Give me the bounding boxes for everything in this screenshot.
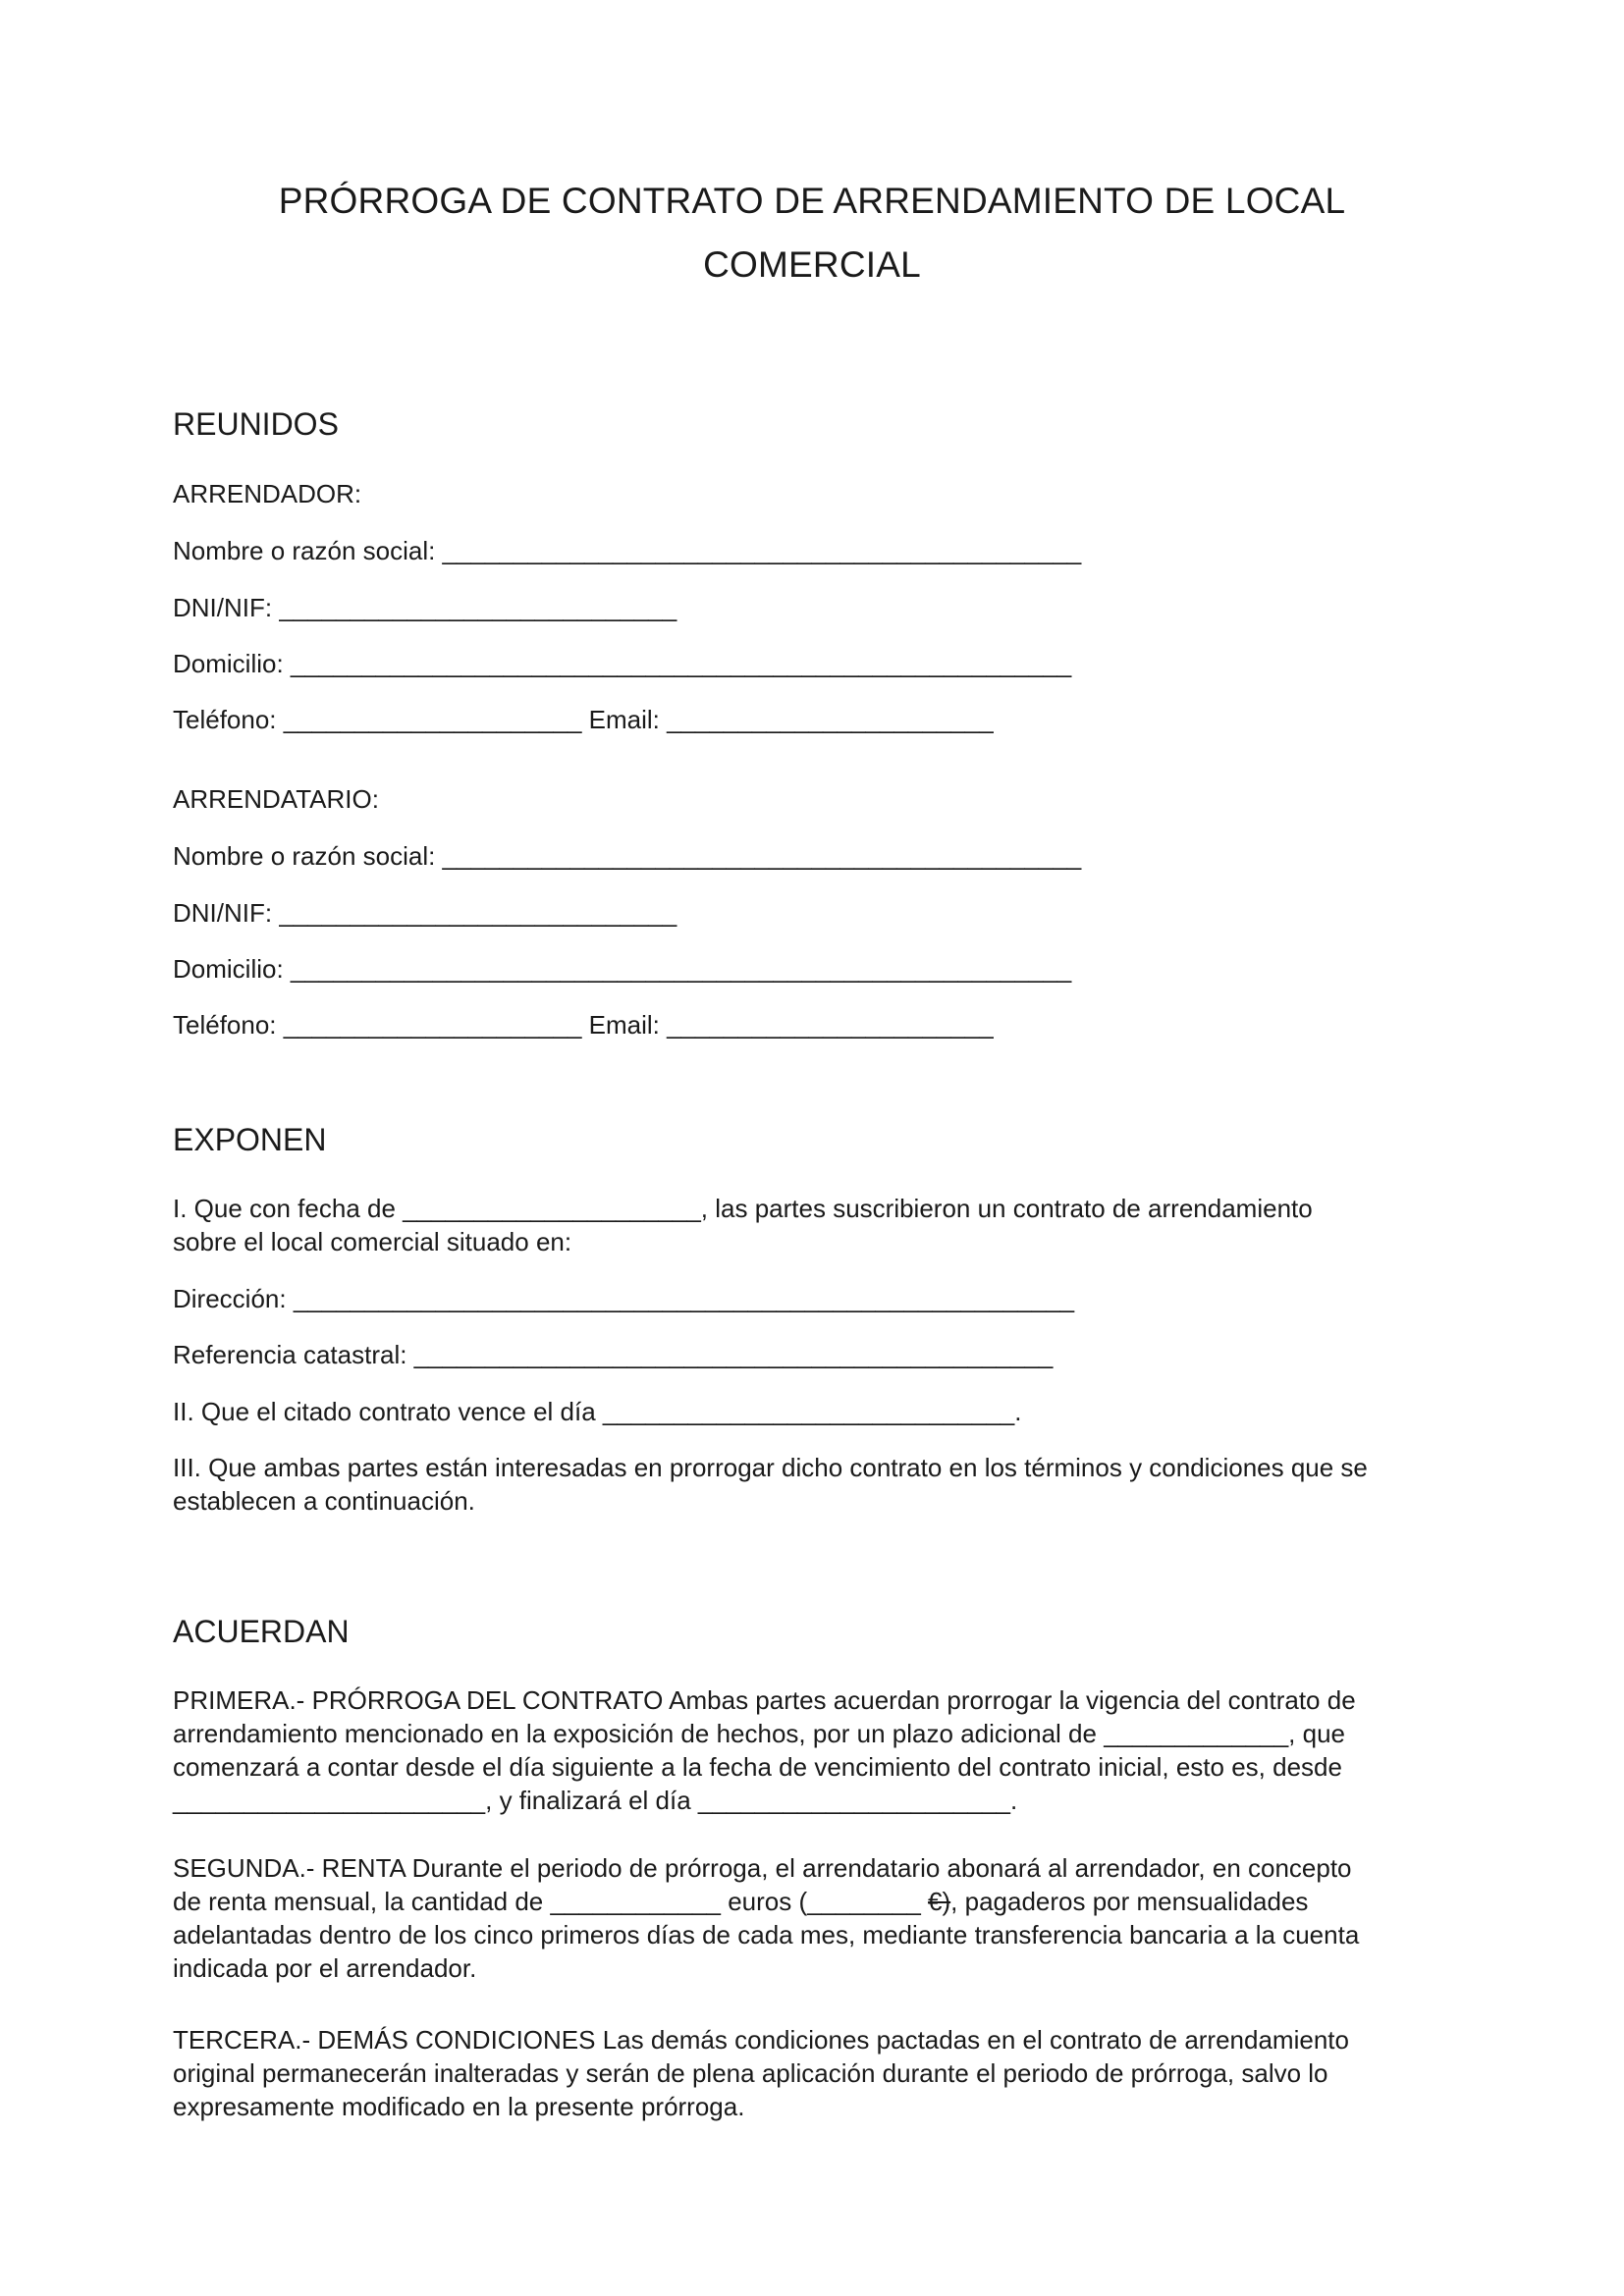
euro-symbol-struck: €) (928, 1887, 951, 1916)
clause-tercera (173, 2023, 1469, 2123)
referencia-catastral-field: Referencia catastral: _____________________________________________ (173, 1340, 1054, 1369)
clause-primera-line-1: PRIMERA.- PRÓRROGA DEL CONTRATO Ambas partes acuerdan prorrogar la vigencia del contrato de (173, 1685, 1356, 1715)
clause-primera-line-4: ______________________, y finalizará el día ______________________. (173, 1786, 1018, 1815)
section-heading-acuerdan: ACUERDAN (173, 1614, 350, 1649)
arrendatario-telefono-email-field: Teléfono: _____________________ Email: _______________________ (173, 1010, 994, 1040)
clause-segunda-line-2-end: , pagaderos por mensualidades (950, 1887, 1309, 1916)
arrendatario-nombre-field: Nombre o razón social: _____________________________________________ (173, 841, 1082, 871)
clause-primera-line-2: arrendamiento mencionado en la exposición de hechos, por un plazo adicional de _____________, que (173, 1719, 1345, 1748)
clause-tercera-line-3: expresamente modificado en la presente prórroga. (173, 2092, 745, 2121)
clause-primera-line-3: comenzará a contar desde el día siguiente a la fecha de vencimiento del contrato inicial, esto es, desde (173, 1752, 1342, 1782)
arrendador-domicilio-field: Domicilio: _______________________________________________________ (173, 649, 1072, 678)
arrendador-label: ARRENDADOR: (173, 479, 362, 508)
title-line-1: PRÓRROGA DE CONTRATO DE ARRENDAMIENTO DE LOCAL (278, 181, 1346, 221)
clause-segunda-line-2-start: de renta mensual, la cantidad de ____________ euros (________ (173, 1887, 929, 1916)
direccion-field: Dirección: _______________________________________________________ (173, 1284, 1075, 1313)
exponen-item-1 (173, 1192, 1469, 1258)
clause-segunda-line-2 (173, 1885, 1469, 1918)
arrendador-telefono-email-field: Teléfono: _____________________ Email: _______________________ (173, 705, 994, 734)
clause-segunda-line-4: indicada por el arrendador. (173, 1953, 477, 1983)
exponen-item-2: II. Que el citado contrato vence el día _____________________________. (173, 1397, 1022, 1426)
arrendatario-domicilio-field: Domicilio: _______________________________________________________ (173, 954, 1072, 984)
exponen-item-3-line-2: establecen a continuación. (173, 1486, 475, 1516)
exponen-item-3 (173, 1451, 1469, 1518)
clause-tercera-line-1: TERCERA.- DEMÁS CONDICIONES Las demás condiciones pactadas en el contrato de arrendamiento (173, 2025, 1349, 2055)
exponen-item-1-line-1: I. Que con fecha de _____________________, las partes suscribieron un contrato de arrendamiento (173, 1194, 1313, 1223)
arrendatario-dni-field: DNI/NIF: ____________________________ (173, 898, 677, 928)
exponen-item-1-line-2: sobre el local comercial situado en: (173, 1227, 572, 1256)
exponen-item-3-line-1: III. Que ambas partes están interesadas en prorrogar dicho contrato en los términos y condiciones que se (173, 1453, 1368, 1482)
clause-segunda-line-1: SEGUNDA.- RENTA Durante el periodo de prórroga, el arrendatario abonará al arrendador, en concepto (173, 1853, 1352, 1883)
section-heading-exponen: EXPONEN (173, 1122, 327, 1157)
clause-primera (173, 1683, 1469, 1817)
clause-segunda (173, 1851, 1469, 1985)
arrendador-dni-field: DNI/NIF: ____________________________ (173, 593, 677, 622)
arrendador-nombre-field: Nombre o razón social: _____________________________________________ (173, 536, 1082, 565)
arrendatario-label: ARRENDATARIO: (173, 784, 379, 814)
clause-tercera-line-2: original permanecerán inalteradas y serán de plena aplicación durante el periodo de prórroga, salvo lo (173, 2058, 1328, 2088)
document-title (0, 169, 1624, 296)
section-heading-reunidos: REUNIDOS (173, 406, 339, 442)
clause-segunda-line-3: adelantadas dentro de los cinco primeros días de cada mes, mediante transferencia bancaria a la cuenta (173, 1920, 1360, 1949)
title-line-2: COMERCIAL (703, 244, 921, 285)
